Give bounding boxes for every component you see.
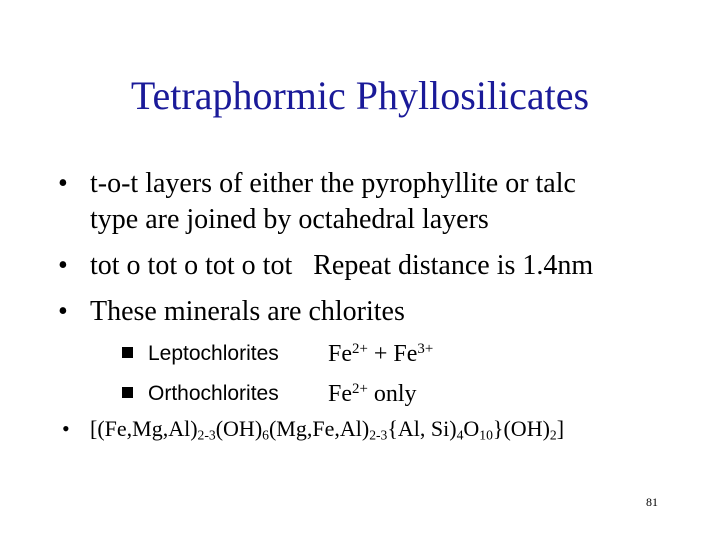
bullet-dot: •	[58, 296, 68, 327]
bullet-dot: •	[58, 250, 68, 281]
bullet-tot-layers	[58, 166, 698, 238]
bullet-text: These minerals are chlorites	[90, 296, 405, 327]
page-number: 81	[646, 495, 658, 509]
bullet-text-line1: t-o-t layers of either the pyrophyllite or talc	[90, 168, 576, 199]
subitem-leptochlorites	[122, 338, 602, 370]
bullet-repeat-distance	[58, 248, 698, 284]
formula-text: [$(Fe,Mg,Al)_{2-3}(OH)_6(Mg,Fe,Al)_{2-3}\{Al$, $Si)_4O_{10}\}(OH)_2$]	[90, 416, 565, 443]
square-bullet-icon	[122, 387, 133, 398]
ion-text: $Fe^{2+} + Fe^{3+}$	[328, 340, 434, 367]
subitem-label: Orthochlorites	[148, 382, 279, 405]
slide-title: Tetraphormic Phyllosilicates	[130, 73, 590, 118]
subitem-label: Leptochlorites	[148, 342, 279, 365]
bullet-dot: •	[58, 168, 68, 199]
square-bullet-icon	[122, 347, 133, 358]
bullet-chlorites	[58, 294, 698, 330]
ion-text: $Fe^{2+}$ only	[328, 380, 417, 407]
bullet-text: tot o tot o tot o tot Repeat distance is 1.4nm	[90, 250, 594, 281]
bullet-text-line2: type are joined by octahedral layers	[90, 204, 489, 235]
bullet-dot: •	[62, 416, 70, 441]
subitem-orthochlorites	[122, 378, 602, 410]
